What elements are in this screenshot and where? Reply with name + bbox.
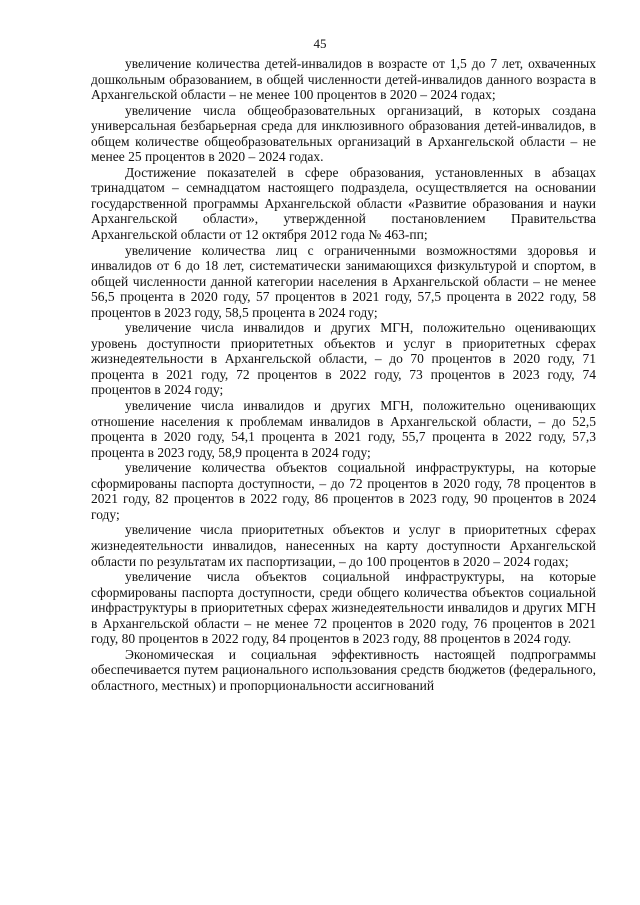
paragraph-1: увеличение количества детей-инвалидов в возрасте от 1,5 до 7 лет, охваченных дошкольным образованием, в общей численности детей-инвалидов данного возраста в Архангельской области – не менее 100 процентов в 2020 – 2024 годах; bbox=[91, 56, 596, 103]
page-number: 45 bbox=[313, 36, 327, 51]
paragraph-10: Экономическая и социальная эффективность настоящей подпрограммы обеспечивается путем рационального использования средств бюджетов (федерального, областного, местных) и пропорциональности ассигнований bbox=[91, 646, 596, 693]
paragraph-7: увеличение количества объектов социальной инфраструктуры, на которые сформированы паспорта доступности, – до 72 процентов в 2020 году, 78 процентов в 2021 году, 82 процентов в 2022 году, 86 процентов в 2023 году, 90 процентов в 2024 году; bbox=[91, 460, 596, 522]
document-body bbox=[91, 56, 596, 693]
paragraph-3: Достижение показателей в сфере образования, установленных в абзацах тринадцатом – семнадцатом настоящего подраздела, осуществляется на основании государственной программы Архангельской области «Развитие образования и науки Архангельской области», утвержденной постановлением Правительства Архангельской области от 12 октября 2012 года № 463-пп; bbox=[91, 164, 596, 243]
paragraph-8: увеличение числа приоритетных объектов и услуг в приоритетных сферах жизнедеятельности инвалидов, нанесенных на карту доступности Архангельской области по результатам их паспортизации, – до 100 процентов в 2020 – 2024 годах; bbox=[91, 522, 596, 569]
paragraph-4: увеличение количества лиц с ограниченными возможностями здоровья и инвалидов от 6 до 18 лет, систематически занимающихся физкультурой и спортом, в общей численности данной категории населения в Архангельской области – не менее 56,5 процента в 2020 году, 57 процентов в 2021 году, 57,5 процента в 2022 году, 58 процентов в 2023 году, 58,5 процента в 2024 году; bbox=[91, 242, 596, 320]
paragraph-9: увеличение числа объектов социальной инфраструктуры, на которые сформированы паспорта доступности, среди общего количества объектов социальной инфраструктуры в приоритетных сферах жизнедеятельности инвалидов и других МГН в Архангельской области – не менее 72 процентов в 2020 году, 76 процентов в 2021 году, 80 процентов в 2022 году, 84 процентов в 2023 году, 88 процентов в 2024 году. bbox=[91, 569, 596, 647]
paragraph-2: увеличение числа общеобразовательных организаций, в которых создана универсальная безбарьерная среда для инклюзивного образования детей-инвалидов, в общем количестве общеобразовательных организаций в Архангельской области – не менее 25 процентов в 2020 – 2024 годах. bbox=[91, 102, 596, 165]
paragraph-6: увеличение числа инвалидов и других МГН, положительно оценивающих отношение населения к проблемам инвалидов в Архангельской области, – до 52,5 процента в 2020 году, 54,1 процента в 2021 году, 55,7 процента в 2022 году, 57,3 процента в 2023 году, 58,9 процента в 2024 году; bbox=[91, 398, 596, 460]
paragraph-5: увеличение числа инвалидов и других МГН, положительно оценивающих уровень доступности приоритетных объектов и услуг в приоритетных сферах жизнедеятельности в Архангельской области, – до 70 процентов в 2020 году, 71 процента в 2021 году, 72 процентов в 2022 году, 73 процентов в 2023 году, 74 процентов в 2024 году; bbox=[91, 320, 596, 398]
